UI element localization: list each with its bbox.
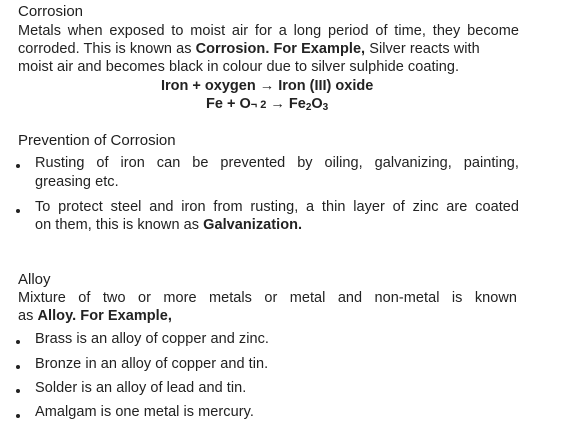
alloy-list-item: Amalgam is one metal is mercury. (35, 404, 254, 420)
galvanization-term: Galvanization. (203, 217, 303, 233)
corrosion-term: Corrosion. For Example, (195, 41, 366, 57)
bullet-icon (16, 389, 20, 393)
corrosion-equation-words: Iron + oxygen → Iron (III) oxide (161, 78, 374, 94)
bullet-icon (16, 365, 20, 369)
corrosion-paragraph-text: corroded. This is known as (18, 41, 196, 57)
formula-arrow-product: → Fe (266, 96, 306, 112)
prevention-bullet-2-line-1: To protect steel and iron from rusting, a thin layer of zinc are coated (35, 199, 519, 215)
prevention-bullet-1-line-1: Rusting of iron can be prevented by oiling, galvanizing, painting, (35, 155, 519, 171)
alloy-paragraph-line-1: Mixture of two or more metals or metal and non-metal is known (18, 290, 517, 306)
prevention-bullet-2-line-2 (35, 217, 302, 233)
alloy-paragraph-text: as (18, 308, 38, 324)
corrosion-paragraph-line-1: Metals when exposed to moist air for a long period of time, they become (18, 23, 519, 39)
formula-subscript-3: 3 (322, 102, 329, 113)
prevention-bullet-1-line-2: greasing etc. (35, 174, 119, 190)
alloy-list-item: Solder is an alloy of lead and tin. (35, 380, 247, 396)
galvanization-text: on them, this is known as (35, 217, 204, 233)
bullet-icon (16, 414, 20, 418)
bullet-icon (16, 340, 20, 344)
alloy-example-label: . For Example, (72, 308, 172, 324)
corrosion-heading: Corrosion (18, 3, 84, 20)
alloy-paragraph-line-2 (18, 308, 172, 324)
formula-subscript-mark: ¬ 2 (250, 99, 267, 111)
alloy-term: Alloy (37, 308, 73, 324)
formula-subscript-2: 2 (305, 102, 312, 113)
alloy-heading: Alloy (18, 271, 51, 288)
alloy-list-item: Bronze in an alloy of copper and tin. (35, 356, 269, 372)
corrosion-equation-formula (206, 96, 328, 113)
formula-oxygen: O (311, 96, 323, 112)
corrosion-paragraph-line-3: moist air and becomes black in colour due to silver sulphide coating. (18, 59, 460, 75)
bullet-icon (16, 164, 20, 168)
prevention-heading: Prevention of Corrosion (18, 132, 176, 149)
bullet-icon (16, 209, 20, 213)
corrosion-paragraph-text-end: Silver reacts with (365, 41, 480, 57)
corrosion-paragraph-line-2 (18, 41, 519, 57)
alloy-list-item: Brass is an alloy of copper and zinc. (35, 331, 269, 347)
formula-reactants: Fe + O (206, 96, 251, 112)
